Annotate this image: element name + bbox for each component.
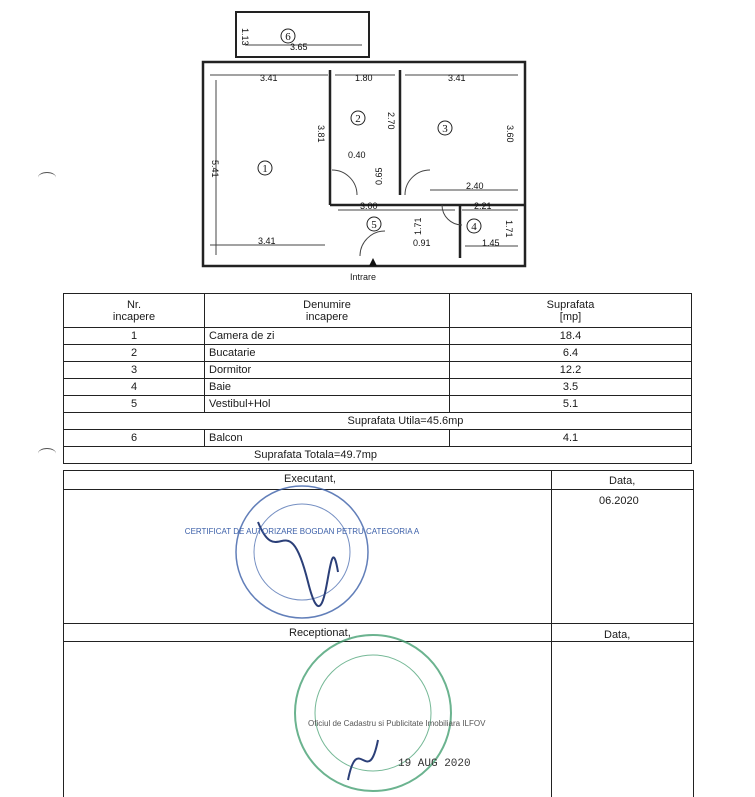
dim-r1-right: 3.81 (316, 125, 326, 143)
row-nr: 2 (64, 345, 205, 362)
dim-r1-left: 5.41 (210, 160, 220, 178)
stamp2-date: 19 AUG 2020 (398, 758, 471, 770)
table-row (64, 379, 692, 396)
room-num-2: 2 (355, 113, 361, 125)
row-name: Camera de zi (205, 328, 450, 345)
entry-label: Intrare (350, 272, 377, 282)
dim-balcony-h: 1.13 (240, 28, 250, 46)
row-area: 18.4 (450, 328, 692, 345)
stamp2-text: Oficiul de Cadastru si Publicitate Imobiliara ILFOV (308, 719, 486, 728)
floor-plan (0, 0, 755, 290)
dim-r3-right: 3.60 (505, 125, 515, 143)
row-name: Vestibul+Hol (205, 396, 450, 413)
row-nr: 4 (64, 379, 205, 396)
receptionat-label: Receptionat, (289, 627, 351, 639)
room-num-1: 1 (262, 163, 268, 175)
total-area: Suprafata Totala=49.7mp (64, 447, 692, 464)
dim-r2-a: 0.40 (348, 150, 366, 160)
useful-area: Suprafata Utila=45.6mp (64, 413, 692, 430)
row-nr: 3 (64, 362, 205, 379)
dim-r4-h: 1.71 (504, 220, 514, 238)
table-row (64, 430, 692, 447)
date-label: Data, (609, 475, 636, 487)
dim-r4-w: 1.45 (482, 238, 500, 248)
row-name: Dormitor (205, 362, 450, 379)
dim-r1-bottom: 3.41 (258, 236, 276, 246)
total-area-row (64, 447, 692, 464)
rooms-table (63, 293, 692, 464)
dim-balcony-w: 3.65 (290, 42, 308, 52)
dim-r1-top: 3.41 (260, 73, 278, 83)
dim-r3-top: 3.41 (448, 73, 466, 83)
date-label-2: Data, (604, 629, 631, 641)
dim-r3-bottom: 2.40 (466, 181, 484, 191)
hdr-nr2: incapere (112, 310, 156, 323)
row-nr: 6 (64, 430, 205, 447)
stamp1-text: CERTIFICAT DE AUTORIZARE BOGDAN PETRU CATEGORIA A (184, 527, 420, 536)
room-num-3: 3 (442, 123, 448, 135)
entry-arrow-icon (369, 258, 377, 266)
punch-mark (38, 448, 56, 459)
table-row (64, 345, 692, 362)
row-area: 3.5 (450, 379, 692, 396)
dim-r5-w: 3.00 (360, 201, 378, 211)
row-name: Baie (205, 379, 450, 396)
useful-area-row (64, 413, 692, 430)
table-row (64, 362, 692, 379)
dim-r2-h: 2.70 (386, 112, 396, 130)
hdr-name2: incapere (305, 310, 349, 323)
dim-r5-h: 1.71 (413, 217, 423, 235)
room-num-6: 6 (285, 31, 291, 43)
row-area: 4.1 (450, 430, 692, 447)
room-num-5: 5 (371, 219, 377, 231)
row-area: 5.1 (450, 396, 692, 413)
row-nr: 1 (64, 328, 205, 345)
hdr-name: Denumire (303, 298, 351, 311)
cadastre-stamp (288, 630, 486, 796)
table-row (64, 328, 692, 345)
dim-r2-b: 0.65 (374, 167, 384, 185)
row-nr: 5 (64, 396, 205, 413)
row-name: Bucatarie (205, 345, 450, 362)
dim-r4-top: 2.21 (474, 201, 492, 211)
row-name: Balcon (205, 430, 450, 447)
hdr-area: Suprafata (546, 298, 595, 311)
executant-label: Executant, (284, 473, 336, 485)
row-area: 12.2 (450, 362, 692, 379)
hdr-nr: Nr. (126, 298, 142, 311)
dim-r2-top: 1.80 (355, 73, 373, 83)
punch-mark (38, 172, 56, 183)
dim-r5-a: 0.91 (413, 238, 431, 248)
row-area: 6.4 (450, 345, 692, 362)
authorization-stamp (184, 482, 420, 622)
date-value: 06.2020 (599, 495, 639, 507)
room-num-4: 4 (471, 221, 477, 233)
table-row (64, 396, 692, 413)
hdr-area2: [mp] (559, 310, 582, 323)
